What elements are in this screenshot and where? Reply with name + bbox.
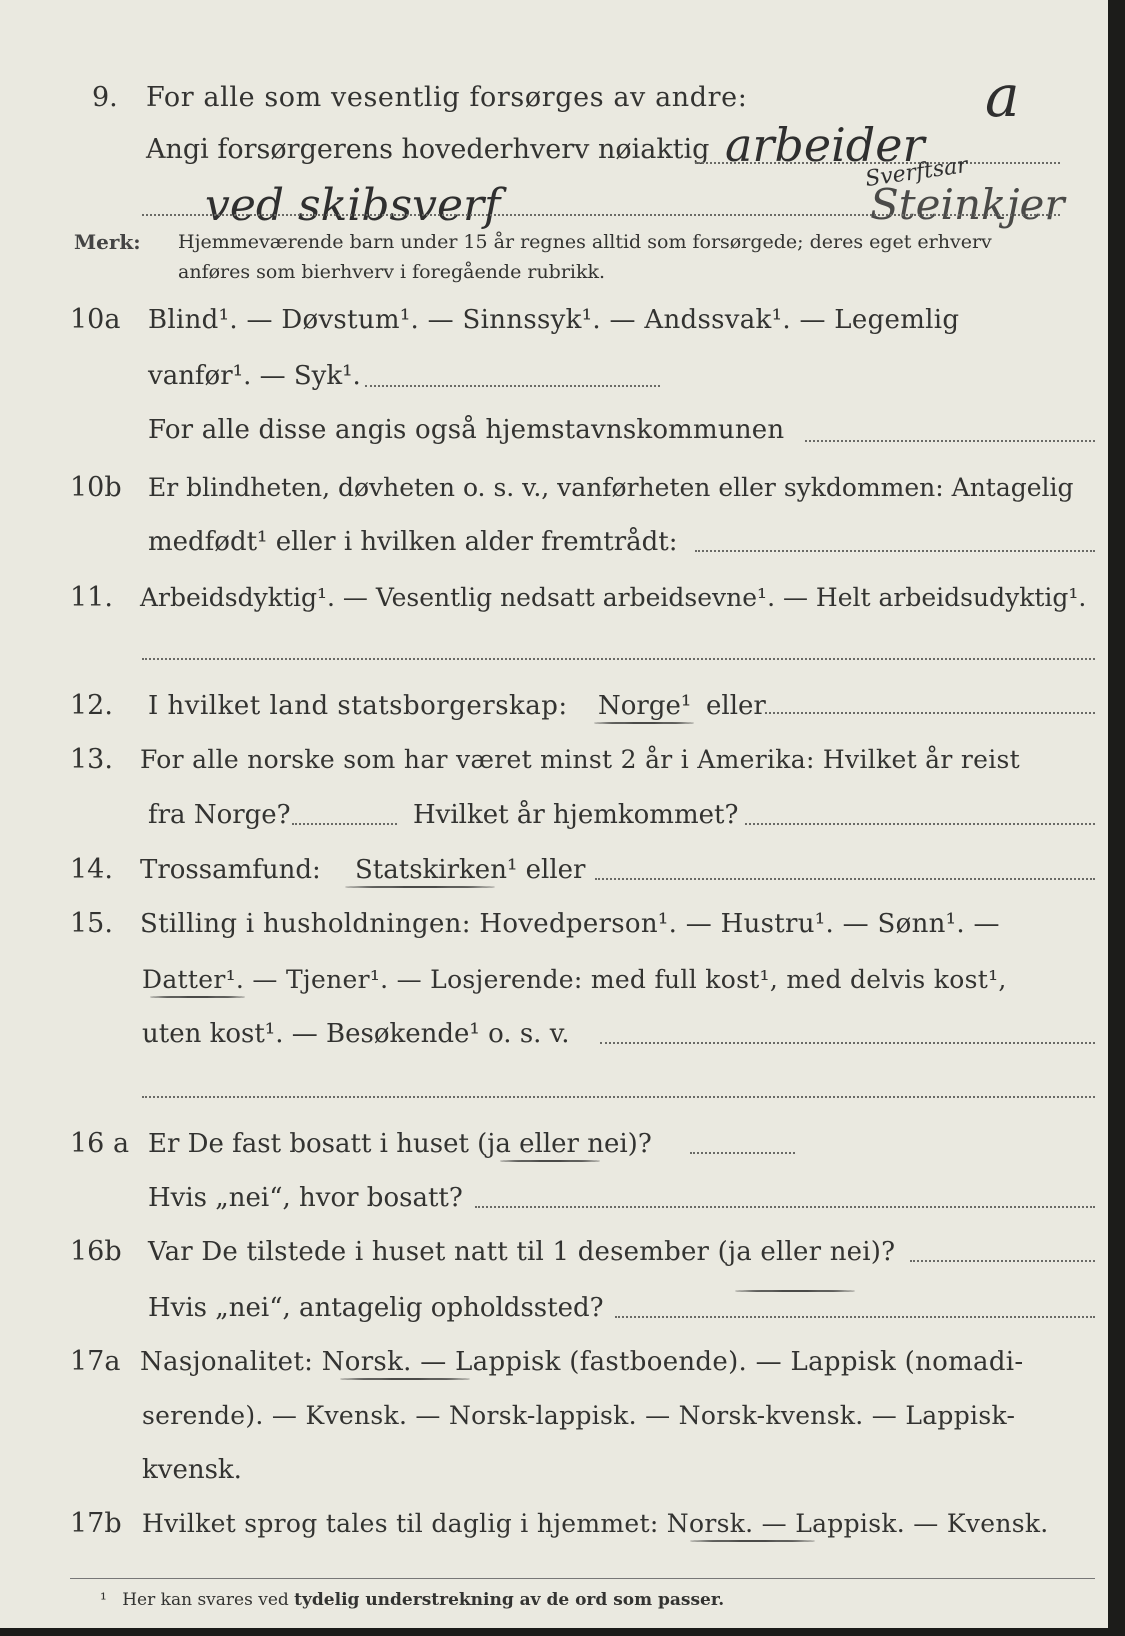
underline-mark	[735, 1290, 855, 1292]
question-17b	[0, 1504, 1108, 1554]
question-text: medfødt¹ eller i hvilken alder fremtrådt:	[148, 527, 678, 557]
handwritten-place: Steinkjer	[870, 180, 1065, 229]
question-text: Nasjonalitet: Norsk. — Lappisk (fastboende). — Lappisk (nomadi-	[140, 1347, 1024, 1377]
question-10a-line2	[0, 356, 1108, 406]
answer-line	[805, 440, 1095, 442]
question-text: kvensk.	[142, 1455, 242, 1485]
question-9	[0, 78, 1108, 128]
question-16a	[0, 1124, 1108, 1174]
answer-line	[695, 550, 1095, 552]
underline-mark	[345, 886, 495, 888]
question-15-line2	[0, 960, 1108, 1010]
question-number: 10a	[70, 304, 121, 335]
question-17a-line3	[0, 1450, 1108, 1500]
question-text: Arbeidsdyktig¹. — Vesentlig nedsatt arbeidsevne¹. — Helt arbeidsudyktig¹.	[140, 583, 1087, 612]
answer-line	[365, 385, 660, 387]
question-10a-line3	[0, 410, 1108, 460]
note-text: Hjemmeværende barn under 15 år regnes alltid som forsørgede; deres eget erhverv	[178, 231, 992, 253]
answer-line	[595, 878, 1095, 880]
question-text: uten kost¹. — Besøkende¹ o. s. v.	[142, 1019, 570, 1049]
question-17a-line2	[0, 1396, 1108, 1446]
question-number: 12.	[70, 690, 113, 721]
answer-line	[142, 658, 1095, 660]
question-16b-line2	[0, 1288, 1108, 1338]
footnote-mark: ¹	[100, 1590, 107, 1610]
question-10b-line2	[0, 522, 1108, 572]
note-label: Merk:	[74, 230, 141, 254]
underline-mark	[690, 1540, 815, 1542]
question-text: serende). — Kvensk. — Norsk-lappisk. — Norsk-kvensk. — Lappisk-	[142, 1401, 1016, 1430]
question-number: 16 a	[70, 1128, 130, 1159]
question-text-from: fra Norge?	[148, 800, 291, 830]
question-text-post: eller	[706, 691, 766, 721]
answer-line	[745, 823, 1095, 825]
question-text: For alle som vesentlig forsørges av andre:	[146, 82, 748, 113]
answer-statskirken: Statskirken¹ eller	[355, 855, 586, 885]
handwritten-occupation-2: ved skibsverf	[205, 180, 501, 231]
handwritten-occupation-1: arbeider	[725, 118, 925, 172]
question-16a-line2	[0, 1178, 1108, 1228]
footnote-rule	[70, 1578, 1095, 1579]
question-text-pre: I hvilket land statsborgerskap:	[148, 691, 568, 721]
underline-mark	[150, 996, 245, 998]
question-text: Er blindheten, døvheten o. s. v., vanførheten eller sykdommen: Antagelig	[148, 473, 1074, 502]
answer-line	[142, 1096, 1095, 1098]
question-text: Er De fast bosatt i huset (ja eller nei)?	[148, 1129, 652, 1159]
underline-mark	[340, 1378, 470, 1380]
underline-mark	[594, 722, 694, 724]
question-number: 13.	[70, 744, 113, 775]
question-17a	[0, 1342, 1108, 1392]
answer-line	[600, 1042, 1095, 1044]
question-number: 11.	[70, 582, 113, 613]
answer-line	[690, 1152, 795, 1154]
footnote	[100, 1590, 724, 1610]
answer-line	[292, 823, 397, 825]
question-15	[0, 904, 1108, 954]
question-number: 14.	[70, 854, 113, 885]
handwritten-a: a	[985, 62, 1020, 130]
question-text: For alle disse angis også hjemstavnskommunen	[148, 415, 785, 445]
answer-norge: Norge¹	[598, 691, 692, 721]
question-number: 16b	[70, 1236, 122, 1267]
question-text-pre: Trossamfund:	[140, 855, 321, 885]
answer-line	[615, 1316, 1095, 1318]
question-text-returned: Hvilket år hjemkommet?	[413, 800, 739, 830]
question-text: Angi forsørgerens hovederhverv nøiaktig	[146, 134, 710, 165]
question-10b	[0, 468, 1108, 518]
question-text: Stilling i husholdningen: Hovedperson¹. — Hustru¹. — Sønn¹. —	[140, 909, 1000, 939]
question-text: vanfør¹. — Syk¹.	[148, 361, 361, 391]
question-10a	[0, 300, 1108, 350]
question-text: Var De tilstede i huset natt til 1 desember (ja eller nei)?	[148, 1237, 896, 1267]
question-11	[0, 578, 1108, 628]
question-16b	[0, 1232, 1108, 1282]
answer-line	[142, 214, 1060, 216]
question-number: 9.	[92, 82, 118, 113]
question-15-line3	[0, 1014, 1108, 1064]
question-text: Blind¹. — Døvstum¹. — Sinnssyk¹. — Andssvak¹. — Legemlig	[148, 305, 960, 335]
question-text: Hvis „nei“, antagelig opholdssted?	[148, 1293, 604, 1323]
question-number: 17b	[70, 1508, 122, 1539]
question-text: Hvis „nei“, hvor bosatt?	[148, 1183, 463, 1213]
question-13-line2	[0, 795, 1108, 845]
note-text: anføres som bierhverv i foregående rubrikk.	[178, 261, 606, 283]
question-number: 15.	[70, 908, 113, 939]
question-number: 10b	[70, 472, 122, 503]
answer-line	[765, 712, 1095, 714]
footnote-bold-text: tydelig understrekning av de ord som passer.	[294, 1590, 725, 1610]
footnote-text: Her kan svares ved	[122, 1590, 289, 1610]
question-number: 17a	[70, 1346, 121, 1377]
question-13	[0, 740, 1108, 790]
underline-mark	[500, 1160, 600, 1162]
question-14	[0, 850, 1108, 900]
question-12	[0, 686, 1108, 736]
answer-line	[695, 162, 1060, 164]
question-text: Hvilket sprog tales til daglig i hjemmet: Norsk. — Lappisk. — Kvensk.	[142, 1509, 1049, 1538]
answer-line	[910, 1260, 1095, 1262]
answer-line	[475, 1206, 1095, 1208]
question-text: Datter¹. — Tjener¹. — Losjerende: med full kost¹, med delvis kost¹,	[142, 965, 1007, 994]
handwritten-correction: Sverftsar	[863, 152, 970, 193]
question-text: For alle norske som har været minst 2 år i Amerika: Hvilket år reist	[140, 745, 1021, 774]
